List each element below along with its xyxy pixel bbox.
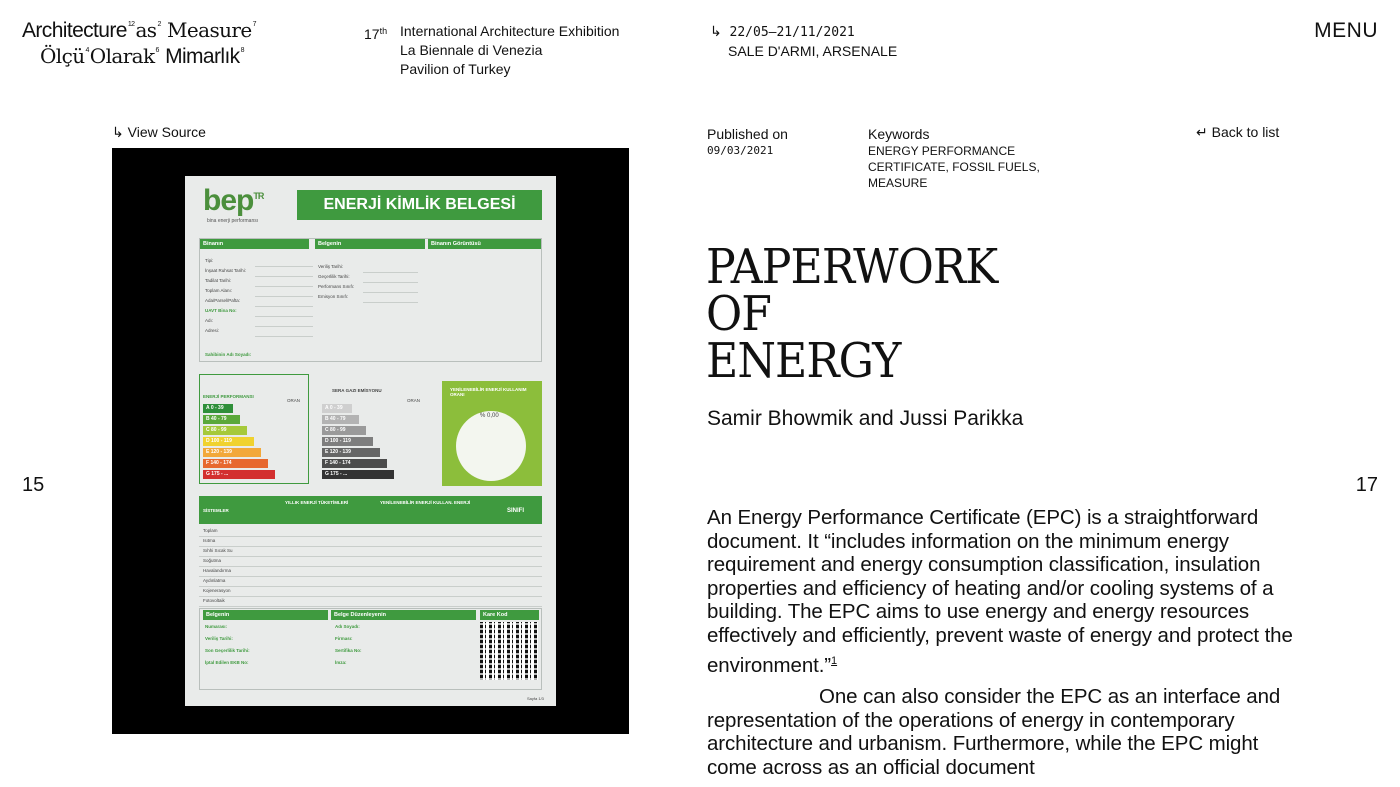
building-field-label: Tadilat Tarihi: [205, 278, 232, 283]
paragraph-1 [707, 506, 1307, 677]
table-row-line [199, 596, 542, 597]
certificate-field-label: Geçerlilik Tarihi: [318, 274, 350, 279]
energy-band-a: A 0 - 39 [203, 404, 233, 413]
table-row-line [199, 556, 542, 557]
certificate-page-label: Sayfa 1/3 [527, 696, 544, 701]
page-number-left[interactable]: 15 [22, 474, 45, 496]
keywords-values[interactable]: ENERGY PERFORMANCE CERTIFICATE, FOSSIL FUELS, MEASURE [868, 144, 1040, 190]
renewable-label: YENİLENEBİLİR ENERJİ KULLANIM ORANI [450, 387, 527, 397]
table-systems-label: SİSTEMLER [203, 508, 229, 513]
exhibition-dates [710, 22, 897, 61]
title-line-3: ENERGY [706, 333, 901, 389]
system-row-label: Sıhhi Sıcak Su [203, 548, 233, 553]
ghg-band-g: G 175 - ... [322, 470, 394, 479]
title-line-2: OF [706, 286, 772, 342]
footer-certificate-field: Son Geçerlilik Tarihi: [205, 648, 250, 653]
renewable-pie [456, 411, 526, 481]
building-field-label: Tipi: [205, 258, 214, 263]
table-yearly-label: YILLIK ENERJİ TÜKETİMLERİ [285, 500, 349, 505]
logo-line-2: Ölçü$^4$Olarak$^6$ Mimarlık$^8$ [40, 44, 244, 68]
field-line [363, 282, 418, 283]
certificate-header: ENERJİ KİMLİK BELGESİ [297, 190, 542, 220]
field-line [255, 316, 313, 317]
table-row-line [199, 576, 542, 577]
systems-table-head [199, 496, 542, 524]
building-field-label: Adresi: [205, 328, 220, 333]
energy-oran-label: ORAN [287, 398, 301, 403]
ghg-band-e: E 120 - 139 [322, 448, 380, 457]
certificate-field-label: Performans Sınıfı: [318, 284, 355, 289]
keywords-label: Keywords [868, 126, 930, 142]
system-row-label: Toplam [203, 528, 218, 533]
building-field-label: Toplam Alanı: [205, 288, 233, 293]
arrow-icon: ↳ [710, 23, 722, 39]
footer-issuer-field: Firması: [335, 636, 353, 641]
table-row-line [199, 566, 542, 567]
energy-band-g: G 175 - ... [203, 470, 275, 479]
field-line [255, 266, 313, 267]
ghg-oran-label: ORAN [407, 398, 421, 403]
paragraph-2: One can also consider the EPC as an interface and representation of the operations of energy in contemporary architecture and urbanism. Furthermore, while the EPC might come across as an official document [707, 685, 1281, 779]
footer-issuer-field: Sertifika No: [335, 648, 362, 653]
system-row-label: Soğutma [203, 558, 222, 563]
renewable-box [442, 381, 542, 486]
bep-logo-subtitle: bina enerji performansı [207, 218, 259, 224]
certificate-field-label: Emisyon Sınıfı: [318, 294, 349, 299]
building-section [199, 238, 542, 362]
field-line [363, 302, 418, 303]
system-row-label: Aydınlatma [203, 578, 226, 583]
field-line [255, 306, 313, 307]
ghg-band-d: D 100 - 119 [322, 437, 373, 446]
field-line [255, 296, 313, 297]
page-number-right[interactable]: 17 [1355, 474, 1378, 496]
date-range: 22/05—21/11/2021 [729, 25, 855, 40]
venue: SALE D'ARMI, ARSENALE [728, 43, 898, 59]
footer-head-certificate: Belgenin [203, 610, 328, 620]
energy-band-e: E 120 - 139 [203, 448, 261, 457]
title-line-1: PAPERWORK [706, 239, 998, 295]
exhibition-ordinal: 17th [364, 26, 388, 42]
table-class-label: SINIFI [507, 508, 525, 514]
ghg-band-f: F 140 - 174 [322, 459, 387, 468]
article-authors: Samir Bhowmik and Jussi Parikka [707, 407, 1024, 430]
footer-certificate-field: Numarası: [205, 624, 228, 629]
field-line [363, 272, 418, 273]
owner-label: Sahibinin Adı Soyadı: [205, 352, 252, 357]
exhibition-line-2: La Biennale di Venezia [400, 42, 543, 58]
section-head-image: Binanın Görüntüsü [428, 239, 541, 249]
building-field-label: Ada/Parsel/Pafta: [205, 298, 241, 303]
building-field-label: UAVT Bina No: [205, 308, 237, 313]
system-row-label: Isıtma [203, 538, 216, 543]
section-head-certificate: Belgenin [315, 239, 425, 249]
table-row-line [199, 546, 542, 547]
site-logo[interactable] [22, 20, 312, 76]
published-label: Published on [707, 126, 788, 142]
exhibition-line-1: International Architecture Exhibition [400, 23, 620, 39]
system-row-label: Kojenerasyon [203, 588, 231, 593]
footer-issuer-field: Adı Soyadı: [335, 624, 360, 629]
menu-button[interactable]: MENU [1314, 19, 1378, 42]
ghg-band-a: A 0 - 39 [322, 404, 352, 413]
table-row-line [199, 536, 542, 537]
footer-certificate-field: İptal Edilen EKB No: [205, 660, 249, 665]
building-field-label: Adı: [205, 318, 214, 323]
field-line [255, 286, 313, 287]
article-title [706, 239, 998, 389]
article-body [707, 506, 1307, 787]
energy-band-f: F 140 - 174 [203, 459, 268, 468]
paragraph-1-text: An Energy Performance Certificate (EPC) is a straightforward document. It “includes information on the minimum energy requirement and energy consumption classification, insulation properties and efficiency of heating and/or cooling systems of a building. The EPC aims to use energy and energy resources effectively and efficiently, prevent waste of energy and protect the environment.” [707, 506, 1293, 677]
energy-performance-label: ENERJİ PERFORMANSI [203, 394, 254, 399]
exhibition-line-3: Pavilion of Turkey [400, 61, 511, 77]
energy-band-b: B 40 - 79 [203, 415, 240, 424]
back-to-list-link[interactable]: ↵ Back to list [1196, 124, 1280, 140]
published-date: 09/03/2021 [707, 144, 774, 157]
table-row-line [199, 586, 542, 587]
footer-head-qr: Kare Kod [480, 610, 539, 620]
table-row-line [199, 606, 542, 607]
ghg-band-b: B 40 - 79 [322, 415, 359, 424]
field-line [255, 336, 313, 337]
bep-logo: bep$^{TR}$ [203, 184, 264, 217]
footer-head-issuer: Belge Düzenleyenin [331, 610, 476, 620]
logo-line-1: $Architecture^{12}as^2$ Measure$^7$ [22, 18, 256, 42]
field-line [255, 326, 313, 327]
energy-certificate-image [185, 176, 556, 706]
field-line [363, 292, 418, 293]
footnote-link[interactable]: 1 [831, 655, 838, 667]
system-row-label: Havalandırma [203, 568, 232, 573]
view-source-link[interactable]: ↳ View Source [112, 124, 206, 140]
renewable-value: % 0,00 [480, 413, 499, 419]
field-line [255, 276, 313, 277]
qr-code-icon [480, 622, 538, 680]
table-renewable-label: YENİLENEBİLİR ENERJİ KULLAN. ENERJİ [380, 500, 471, 505]
building-field-label: İnşaat Ruhsat Tarihi: [205, 268, 246, 273]
section-head-building: Binanın [200, 239, 309, 249]
ghg-band-c: C 80 - 99 [322, 426, 366, 435]
ghg-label: SERA GAZI EMİSYONU [332, 388, 382, 393]
footer-certificate-field: Veriliş Tarihi: [205, 636, 233, 641]
energy-band-c: C 80 - 99 [203, 426, 247, 435]
article-figure[interactable] [112, 148, 629, 734]
energy-band-d: D 100 - 119 [203, 437, 254, 446]
footer-issuer-field: İmza: [335, 660, 347, 665]
exhibition-info [364, 22, 620, 77]
system-row-label: Fotovoltaik [203, 598, 225, 603]
certificate-field-label: Veriliş Tarihi: [318, 264, 344, 269]
